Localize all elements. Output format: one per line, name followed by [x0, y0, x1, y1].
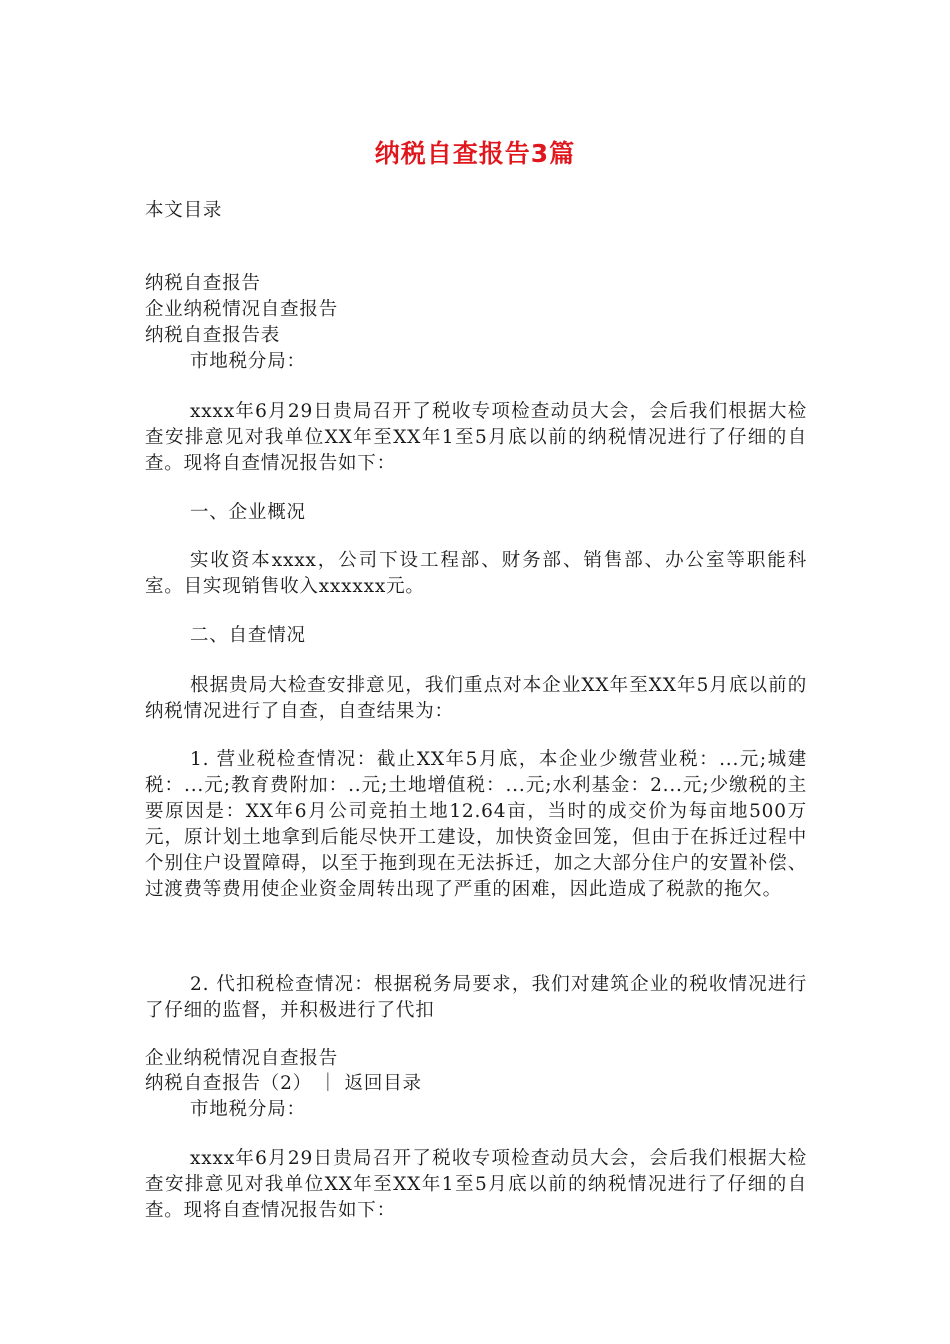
document-title: 纳税自查报告3篇 — [374, 139, 576, 168]
toc-heading: 本文目录 — [145, 200, 223, 221]
toc-list — [145, 271, 807, 349]
item2-paragraph: 2. 代扣税检查情况：根据税务局要求，我们对建筑企业的税收情况进行了仔细的监督，并积极进行了代扣 — [145, 974, 807, 1021]
heading-selfcheck: 二、自查情况 — [190, 625, 306, 646]
overview-paragraph: 实收资本xxxx，公司下设工程部、财务部、销售部、办公室等职能科室。目实现销售收入xxxxxx元。 — [145, 550, 807, 597]
heading-overview: 一、企业概况 — [190, 502, 306, 523]
section2-intro-paragraph: xxxx年6月29日贵局召开了税收专项检查动员大会，会后我们根据大检查安排意见对我单位XX年至XX年1至5月底以前的纳税情况进行了仔细的自查。现将自查情况报告如下： — [145, 1148, 807, 1221]
salutation: 市地税分局： — [190, 351, 306, 372]
intro-paragraph: xxxx年6月29日贵局召开了税收专项检查动员大会，会后我们根据大检查安排意见对我单位XX年至XX年1至5月底以前的纳税情况进行了仔细的自查。现将自查情况报告如下： — [145, 401, 807, 474]
item1-paragraph: 1. 营业税检查情况：截止XX年5月底，本企业少缴营业税：...元;城建税：...元;教育费附加：..元;土地增值税：...元;水利基金：2...元;少缴税的主要原因是：XX年6月公司竞拍土地12.64亩，当时的成交价为每亩地500万元，原计划土地拿到后能尽快开工建设，加快资金回笼，但由于在拆迁过程中个别住户设置障碍，以至于拖到现在无法拆迁，加之大部分住户的安置补偿、过渡费等费用使企业资金周转出现了严重的困难，因此造成了税款的拖欠。 — [145, 749, 807, 900]
toc-item-2[interactable]: 企业纳税情况自查报告 — [145, 299, 339, 320]
selfcheck-paragraph: 根据贵局大检查安排意见，我们重点对本企业XX年至XX年5月底以前的纳税情况进行了自查，自查结果为： — [145, 675, 807, 722]
toc-item-1[interactable]: 纳税自查报告 — [145, 273, 261, 294]
section2-nav-line[interactable]: 纳税自查报告（2） ｜ 返回目录 — [145, 1073, 422, 1094]
section2-heading: 企业纳税情况自查报告 — [145, 1048, 339, 1069]
toc-item-3[interactable]: 纳税自查报告表 — [145, 325, 281, 346]
section2-salutation: 市地税分局： — [190, 1099, 306, 1120]
